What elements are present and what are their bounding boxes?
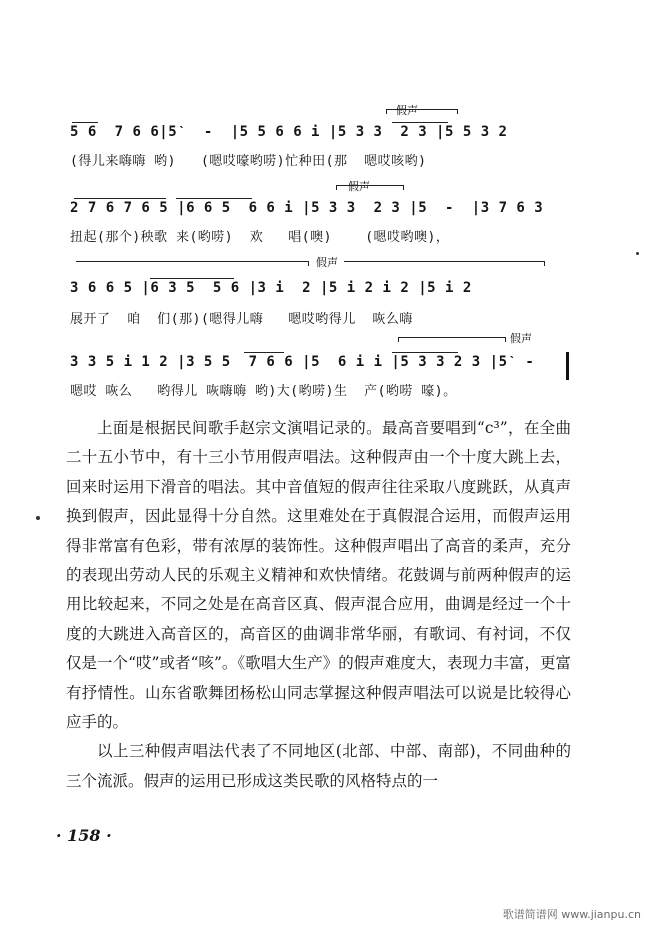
tie-beam: [150, 278, 234, 279]
paragraph: 以上三种假声唱法代表了不同地区(北部、中部、南部)，不同曲种的三个流派。假声的运用已形成这类民歌的风格特点的一: [66, 742, 571, 790]
lyric-row: 扭起(那个)秧歌 来(哟唠) 欢 唱(噢) (嗯哎哟噢)，: [70, 230, 450, 245]
scan-speck: [36, 516, 40, 520]
scan-speck: [636, 252, 639, 255]
falsetto-bracket: [386, 109, 458, 114]
lyric-row: (得儿来嗨嗨 哟) (嗯哎嚎哟唠)忙种田(那 嗯哎咳哟): [70, 154, 427, 169]
tie-beam: [72, 122, 98, 123]
falsetto-bracket: [336, 185, 404, 190]
page-number: · 158 ·: [56, 826, 112, 845]
paragraph: 上面是根据民间歌手赵宗文演唱记录的。最高音要唱到“c³”，在全曲二十五小节中，有十三小节用假声唱法。这种假声由一个十度大跳上去，回来时运用下滑音的唱法。其中音值短的假声往往采取八度跳跃，从真声换到假声，因此显得十分自然。这里难处在于真假混合运用，而假声运用得非常富有色彩，带有浓厚的装饰性。这种假声唱出了高音的柔声，充分的表现出劳动人民的乐观主义精神和欢快情绪。花鼓调与前两种假声的运用比较起来，不同之处是在高音区真、假声混合应用，曲调是经过一个十度的大跳进入高音区的，高音区的曲调非常华丽，有歌词、有衬词，不仅仅是一个“哎”或者“咳”。《歌唱大生产》的假声难度大，表现力丰富，更富有抒情性。山东省歌舞团杨松山同志掌握这种假声唱法可以说是比较得心应手的。: [66, 419, 571, 732]
body-text: [66, 414, 571, 796]
notation-row: 5 6 7 6 6|5ˋ - |5 5 6 6 i |5 3 3 2 3 |5 5 3 2: [70, 124, 508, 140]
notation-row: 3 3 5 i 1 2 |3 5 5 7 6 6 |5 6 i i |5 3 3 2 3 |5ˋ -: [70, 354, 535, 370]
tie-beam: [244, 352, 284, 353]
falsetto-label: 假声: [396, 104, 418, 117]
falsetto-bracket: [344, 261, 545, 266]
falsetto-label: 假声: [316, 256, 338, 269]
site-watermark: 歌谱简谱网 www.jianpu.cn: [502, 908, 641, 921]
tie-beam: [176, 198, 252, 199]
lyric-row: 嗯哎 咴么 哟得儿 咴嗨嗨 哟)大(哟唠)生 产(哟唠 嚎)。: [70, 384, 457, 399]
falsetto-label: 假声: [510, 332, 532, 345]
falsetto-bracket: [398, 337, 506, 342]
tie-beam: [392, 122, 448, 123]
tie-beam: [392, 352, 458, 353]
falsetto-label: 假声: [348, 180, 370, 193]
tie-beam: [74, 198, 166, 199]
lyric-row: 展开了 咱 们(那)(嗯得儿嗨 嗯哎哟得儿 咴么嗨: [70, 312, 413, 327]
final-barline: [566, 352, 569, 380]
falsetto-bracket: [76, 261, 309, 266]
notation-row: 2 7 6 7 6 5 |6 6 5 6 6 i |5 3 3 2 3 |5 - |3 7 6 3: [70, 200, 544, 216]
notation-row: 3 6 6 5 |6 3 5 5 6 |3 i 2 |5 i 2 i 2 |5 i 2: [70, 280, 472, 296]
